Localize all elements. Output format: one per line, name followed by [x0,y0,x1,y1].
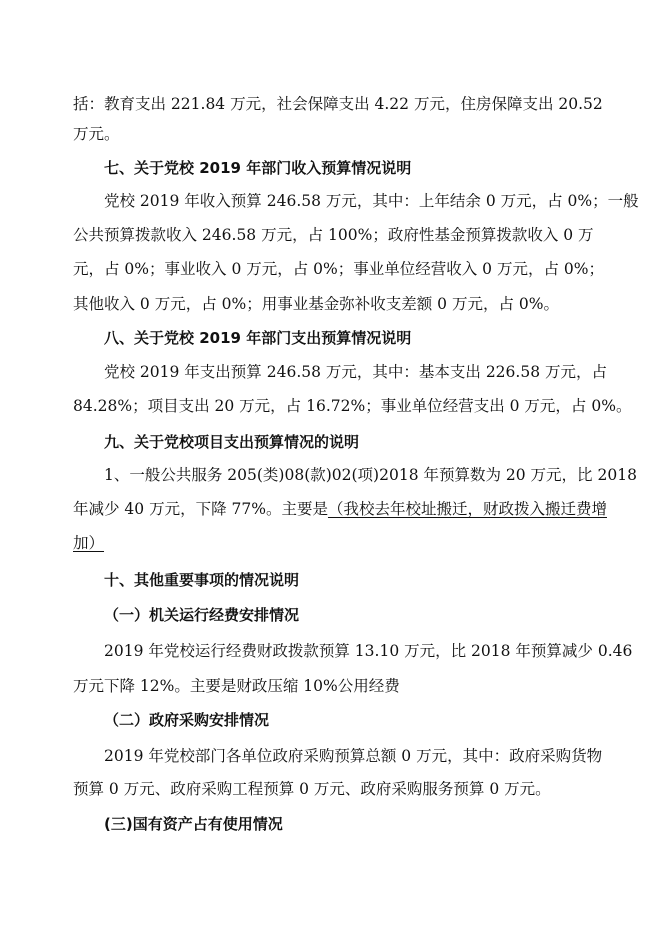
paragraph-line: 其他收入 0 万元，占 0%；用事业基金弥补收支差额 0 万元，占 0%。 [73,295,559,313]
paragraph-line: 预算 0 万元、政府采购工程预算 0 万元、政府采购服务预算 0 万元。 [73,780,551,798]
paragraph-line: 元，占 0%；事业收入 0 万元，占 0%；事业单位经营收入 0 万元，占 0%； [73,260,604,278]
paragraph-line [73,499,607,519]
underlined-reason: （我校去年校址搬迁，财政拨入搬迁费增 [327,500,607,518]
section-heading-7: 七、关于党校 2019 年部门收入预算情况说明 [104,159,412,177]
paragraph-line: 万元下降 12%。主要是财政压缩 10%公用经费 [73,677,400,695]
underlined-reason: 加） [73,534,105,552]
paragraph-line [73,533,104,553]
paragraph-line: 党校 2019 年收入预算 246.58 万元，其中：上年结余 0 万元，占 0%；一般 [104,192,639,210]
paragraph-line: 公共预算拨款收入 246.58 万元，占 100%；政府性基金预算拨款收入 0 万 [73,226,594,244]
paragraph-line: 括：教育支出 221.84 万元，社会保障支出 4.22 万元，住房保障支出 20.52 [73,95,603,113]
section-heading-9: 九、关于党校项目支出预算情况的说明 [104,433,360,451]
section-heading-8: 八、关于党校 2019 年部门支出预算情况说明 [104,329,412,347]
paragraph-line: 万元。 [73,125,120,143]
section-heading-10: 十、其他重要事项的情况说明 [104,571,300,589]
paragraph-text: 年减少 40 万元，下降 77%。主要是 [73,500,328,518]
paragraph-line: 1、一般公共服务 205(类)08(款)02(项)2018 年预算数为 20 万元，比 2018 [104,466,637,484]
paragraph-line: 84.28%；项目支出 20 万元，占 16.72%；事业单位经营支出 0 万元，占 0%。 [73,397,632,415]
paragraph-line: 2019 年党校部门各单位政府采购预算总额 0 万元，其中：政府采购货物 [104,747,603,765]
paragraph-line: 党校 2019 年支出预算 246.58 万元，其中：基本支出 226.58 万元，占 [104,363,607,381]
subheading-10-1: （一）机关运行经费安排情况 [104,606,300,624]
subheading-10-2: （二）政府采购安排情况 [104,711,270,729]
paragraph-line: 2019 年党校运行经费财政拨款预算 13.10 万元，比 2018 年预算减少 0.46 [104,642,633,660]
subheading-10-3: (三)国有资产占有使用情况 [104,815,283,833]
